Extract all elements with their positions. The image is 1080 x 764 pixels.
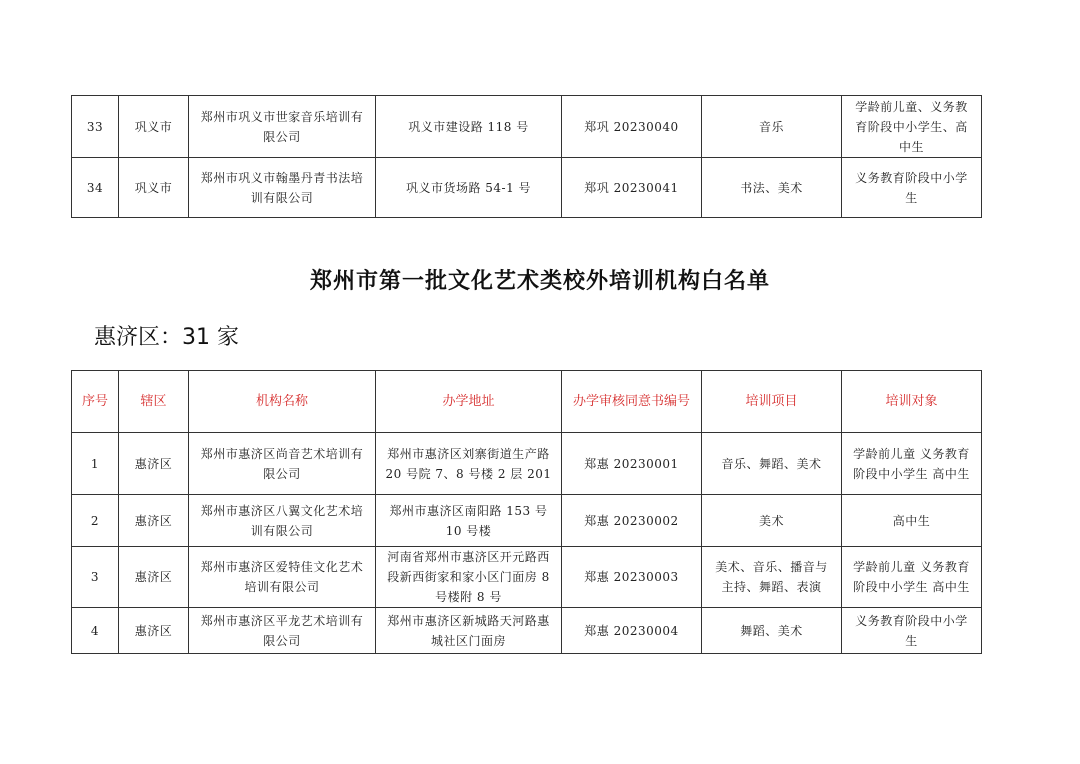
header-cell-project: 培训项目 xyxy=(702,371,842,433)
cell-name: 郑州市巩义市世家音乐培训有限公司 xyxy=(189,96,376,158)
whitelist-table-continued xyxy=(71,95,982,218)
cell-license: 郑惠 20230001 xyxy=(562,433,702,495)
cell-project: 书法、美术 xyxy=(702,158,842,218)
header-cell-district: 辖区 xyxy=(119,371,189,433)
cell-district: 惠济区 xyxy=(119,495,189,547)
table-header-row xyxy=(72,371,982,433)
cell-target: 义务教育阶段中小学生 xyxy=(842,608,982,654)
table-row xyxy=(72,158,982,218)
cell-project: 音乐、舞蹈、美术 xyxy=(702,433,842,495)
cell-project: 美术 xyxy=(702,495,842,547)
cell-name: 郑州市惠济区尚音艺术培训有限公司 xyxy=(189,433,376,495)
cell-district: 惠济区 xyxy=(119,608,189,654)
cell-license: 郑巩 20230041 xyxy=(562,158,702,218)
cell-no: 2 xyxy=(72,495,119,547)
cell-district: 巩义市 xyxy=(119,96,189,158)
table-row xyxy=(72,495,982,547)
table-row xyxy=(72,433,982,495)
table-row xyxy=(72,608,982,654)
cell-address: 郑州市惠济区南阳路 153 号 10 号楼 xyxy=(376,495,562,547)
cell-name: 郑州市惠济区八翼文化艺术培训有限公司 xyxy=(189,495,376,547)
header-cell-address: 办学地址 xyxy=(376,371,562,433)
cell-district: 巩义市 xyxy=(119,158,189,218)
cell-project: 舞蹈、美术 xyxy=(702,608,842,654)
cell-license: 郑巩 20230040 xyxy=(562,96,702,158)
cell-license: 郑惠 20230003 xyxy=(562,547,702,608)
table-row xyxy=(72,547,982,608)
cell-address: 巩义市建设路 118 号 xyxy=(376,96,562,158)
cell-no: 34 xyxy=(72,158,119,218)
cell-target: 义务教育阶段中小学生 xyxy=(842,158,982,218)
cell-project: 音乐 xyxy=(702,96,842,158)
cell-license: 郑惠 20230004 xyxy=(562,608,702,654)
header-cell-name: 机构名称 xyxy=(189,371,376,433)
header-cell-license: 办学审核同意书编号 xyxy=(562,371,702,433)
cell-license: 郑惠 20230002 xyxy=(562,495,702,547)
cell-project: 美术、音乐、播音与主持、舞蹈、表演 xyxy=(702,547,842,608)
cell-name: 郑州市惠济区平龙艺术培训有限公司 xyxy=(189,608,376,654)
table-row xyxy=(72,96,982,158)
cell-target: 学龄前儿童 义务教育阶段中小学生 高中生 xyxy=(842,547,982,608)
cell-address: 郑州市惠济区新城路天河路惠城社区门面房 xyxy=(376,608,562,654)
cell-district: 惠济区 xyxy=(119,547,189,608)
header-cell-target: 培训对象 xyxy=(842,371,982,433)
cell-target: 学龄前儿童 义务教育阶段中小学生 高中生 xyxy=(842,433,982,495)
cell-target: 高中生 xyxy=(842,495,982,547)
district-heading: 惠济区：31 家 xyxy=(94,325,239,350)
whitelist-table xyxy=(71,370,982,654)
cell-name: 郑州市惠济区爱特佳文化艺术培训有限公司 xyxy=(189,547,376,608)
cell-address: 河南省郑州市惠济区开元路西段新西街家和家小区门面房 8 号楼附 8 号 xyxy=(376,547,562,608)
cell-district: 惠济区 xyxy=(119,433,189,495)
cell-no: 1 xyxy=(72,433,119,495)
cell-name: 郑州市巩义市翰墨丹青书法培训有限公司 xyxy=(189,158,376,218)
cell-address: 郑州市惠济区刘寨街道生产路 20 号院 7、8 号楼 2 层 201 xyxy=(376,433,562,495)
page-title: 郑州市第一批文化艺术类校外培训机构白名单 xyxy=(309,269,770,294)
header-cell-no: 序号 xyxy=(72,371,119,433)
cell-target: 学龄前儿童、义务教育阶段中小学生、高中生 xyxy=(842,96,982,158)
cell-no: 3 xyxy=(72,547,119,608)
cell-address: 巩义市货场路 54-1 号 xyxy=(376,158,562,218)
cell-no: 4 xyxy=(72,608,119,654)
cell-no: 33 xyxy=(72,96,119,158)
